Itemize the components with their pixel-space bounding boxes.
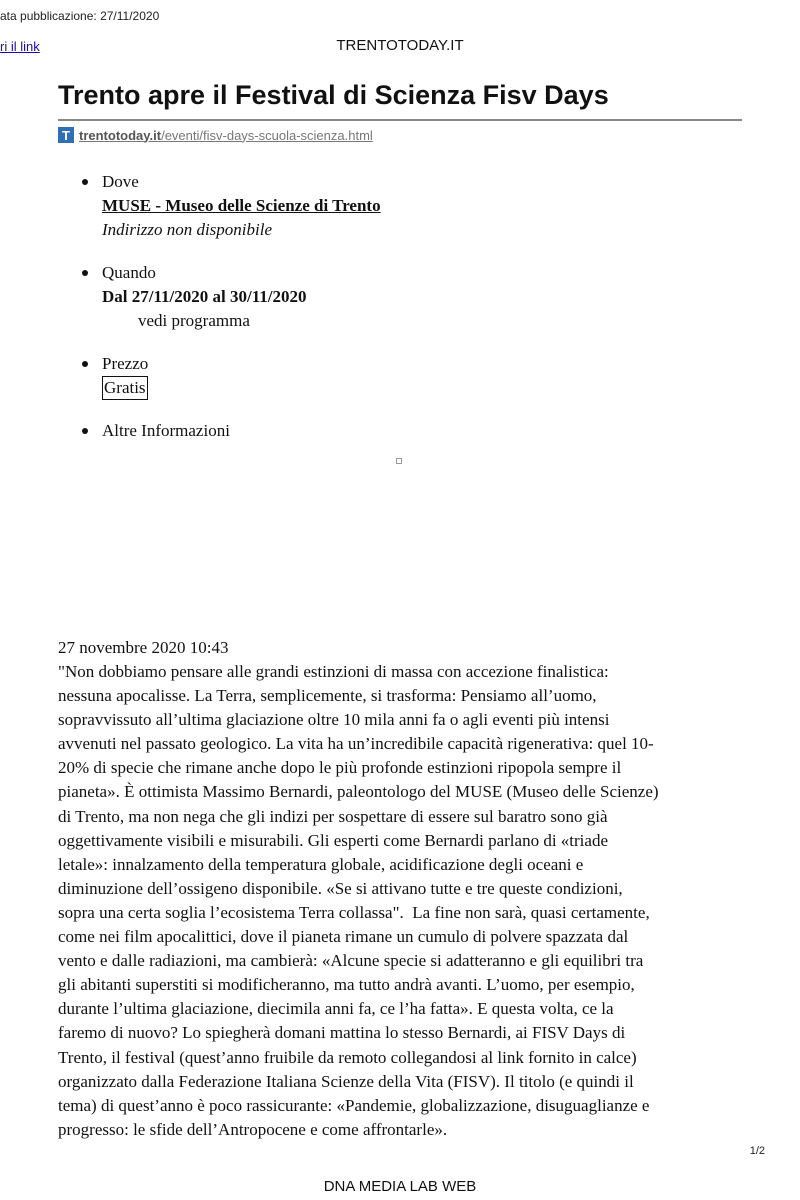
- when-label: Quando: [102, 263, 156, 282]
- body-line: Trento, il festival (quest’anno fruibile da remoto collegandosi al link fornito in calce): [58, 1047, 637, 1067]
- source-line: [58, 126, 373, 144]
- open-link[interactable]: ri il link: [0, 39, 40, 54]
- where-label: Dove: [102, 172, 139, 191]
- body-line: oggettivamente visibili e misurabili. Gli esperti come Bernardi parlano di «triade: [58, 830, 608, 850]
- article-title: Trento apre il Festival di Scienza Fisv Days: [58, 80, 609, 110]
- title-divider: [58, 119, 742, 121]
- body-line: faremo di nuovo? Lo spiegherà domani mattina lo stesso Bernardi, ai FISV Days di: [58, 1023, 626, 1043]
- info-item-price: [80, 352, 381, 400]
- event-info-list: [80, 170, 381, 462]
- info-item-where: [80, 170, 381, 242]
- article-body: [58, 660, 748, 1142]
- source-url-link[interactable]: [79, 128, 373, 143]
- footer-source: DNA MEDIA LAB WEB: [323, 1178, 477, 1195]
- image-placeholder: [396, 458, 402, 464]
- body-line: come nei film apocalittici, dove il pianeta rimane un cumulo di polvere spazzata dal: [58, 927, 629, 947]
- body-line: nessuna apocalisse. La Terra, semplicemente, si trasforma: Pensiamo all’uomo,: [58, 686, 597, 706]
- site-header: TRENTOTODAY.IT: [336, 37, 464, 54]
- body-line: organizzato dalla Federazione Italiana Scienze della Vita (FISV). Il titolo (e quindi il: [58, 1071, 634, 1091]
- page-number: 1/2: [749, 1145, 765, 1157]
- body-line: gli abitanti superstiti si modificheranno, ma tutto andrà avanti. L’uomo, per esempio,: [58, 975, 635, 995]
- price-label: Prezzo: [102, 354, 149, 373]
- body-line: avvenuti nel passato geologico. La vita ha un’incredibile capacità rigenerativa: quel 10-: [58, 734, 654, 754]
- info-item-more: [80, 419, 381, 443]
- body-line: durante l’ultima glaciazione, diecimila anni fa, ce l’ha fatta». E questa volta, ce la: [58, 999, 614, 1019]
- body-line: 20% di specie che rimane anche dopo le più profonde estinzioni ripopola sempre il: [58, 758, 622, 778]
- address-text: Indirizzo non disponibile: [102, 220, 273, 239]
- body-line: progresso: le sfide dell’Antropocene e come affrontarle».: [58, 1119, 448, 1139]
- body-line: sopravvissuto all’ultima glaciazione oltre 10 mila anni fa o agli eventi più intensi: [58, 710, 610, 730]
- event-dates: Dal 27/11/2020 al 30/11/2020: [102, 287, 307, 306]
- body-line: tema) di quest’anno è poco rassicurante: «Pandemie, globalizzazione, disuguaglianze e: [58, 1095, 650, 1115]
- body-line: diminuzione dell’ossigeno disponibile. «Se si attivano tutte e tre queste condizioni,: [58, 878, 623, 898]
- source-domain: trentotoday.it: [79, 127, 162, 143]
- info-item-when: [80, 261, 381, 333]
- body-line: pianeta». È ottimista Massimo Bernardi, paleontologo del MUSE (Museo delle Scienze): [58, 782, 659, 802]
- more-info-label: Altre Informazioni: [102, 421, 230, 440]
- body-line: letale»: innalzamento della temperatura globale, acidificazione degli oceani e: [58, 854, 584, 874]
- publication-date: ata pubblicazione: 27/11/2020: [0, 9, 160, 23]
- article-date: 27 novembre 2020 10:43: [58, 638, 229, 657]
- price-value: Gratis: [102, 376, 148, 400]
- body-line: vento e dalle radiazioni, ma cambierà: «Alcune specie si adatteranno e gli equilibri tra: [58, 951, 644, 971]
- program-link[interactable]: vedi programma: [138, 311, 250, 330]
- source-path: /eventi/fisv-days-scuola-scienza.html: [161, 127, 373, 143]
- body-line: sopra una certa soglia l’ecosistema Terra collassa". La fine non sarà, quasi certamente,: [58, 902, 650, 922]
- body-line: di Trento, ma non nega che gli indizi per sospettare di essere sul baratro sono già: [58, 806, 608, 826]
- trentotoday-favicon-icon: T: [58, 127, 74, 143]
- body-line: "Non dobbiamo pensare alle grandi estinzioni di massa con accezione finalistica:: [58, 662, 609, 681]
- venue-link[interactable]: MUSE - Museo delle Scienze di Trento: [102, 196, 381, 215]
